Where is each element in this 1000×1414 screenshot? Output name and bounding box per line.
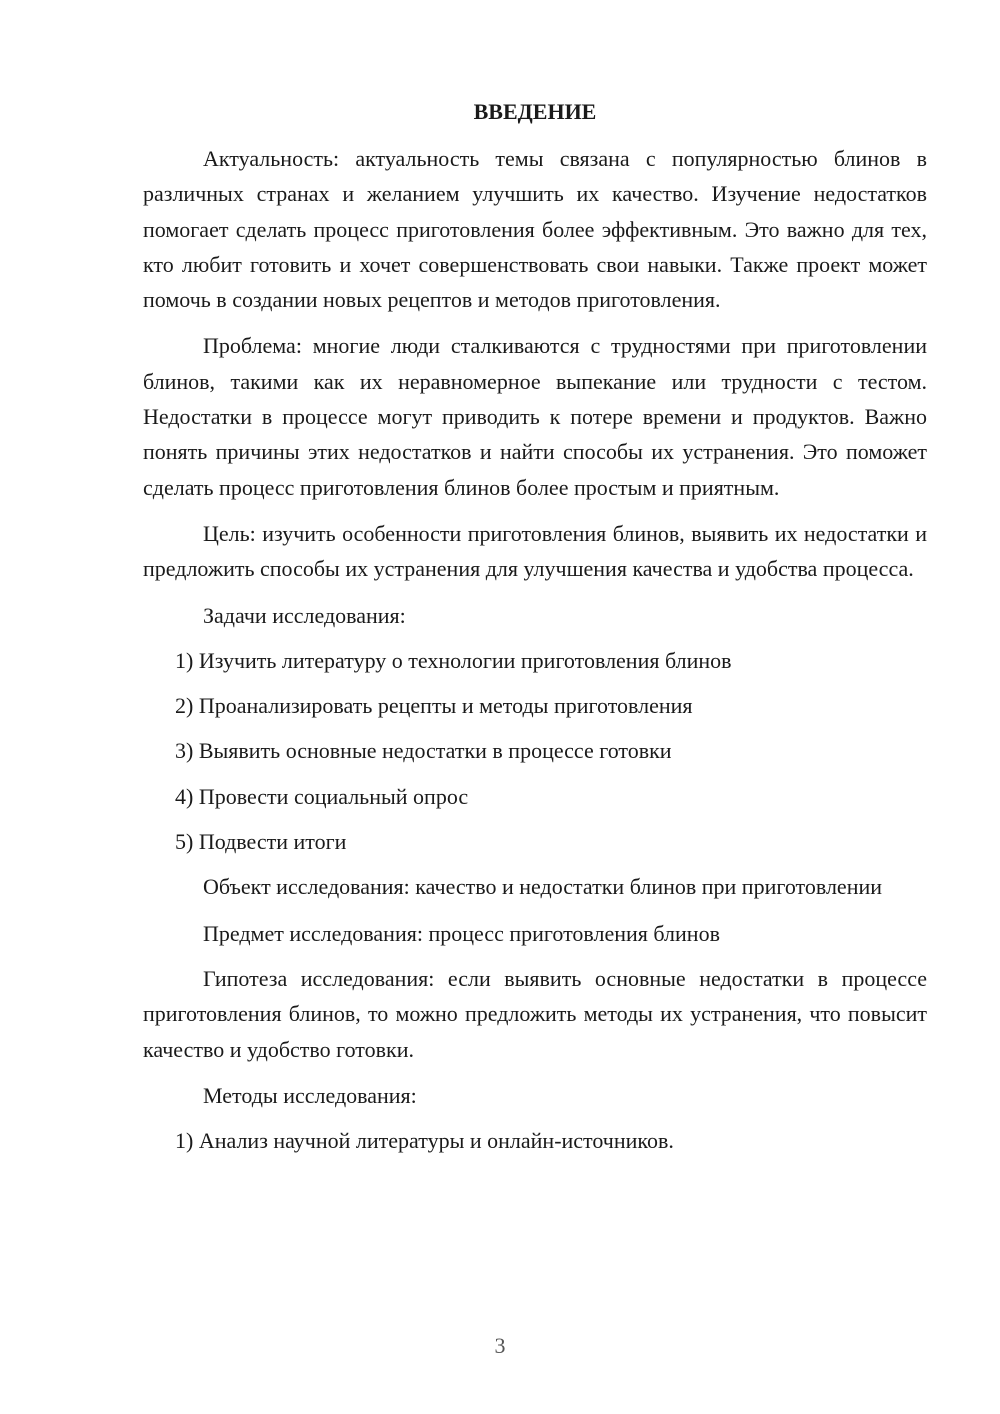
goal-paragraph: Цель: изучить особенности приготовления блинов, выявить их недостатки и предложить способы их устранения для улучшения качества и удобства процесса.: [143, 520, 927, 582]
object-paragraph: Объект исследования: качество и недостатки блинов при приготовлении: [203, 874, 883, 900]
page-number: 3: [494, 1333, 506, 1358]
hypothesis-paragraph: Гипотеза исследования: если выявить основные недостатки в процессе приготовления блинов, то можно предложить методы их устранения, что повысит качество и удобство готовки.: [143, 965, 927, 1062]
method-item-1: 1) Анализ научной литературы и онлайн-источников.: [175, 1128, 674, 1154]
methods-heading: Методы исследования:: [203, 1082, 417, 1108]
tasks-heading: Задачи исследования:: [203, 602, 406, 628]
task-item-5: 5) Подвести итоги: [175, 829, 347, 855]
task-item-3: 3) Выявить основные недостатки в процессе готовки: [175, 738, 672, 764]
task-item-2: 2) Проанализировать рецепты и методы приготовления: [175, 693, 693, 719]
task-item-4: 4) Провести социальный опрос: [175, 783, 469, 809]
page-content: [143, 94, 927, 1168]
problem-paragraph: Проблема: многие люди сталкиваются с трудностями при приготовлении блинов, такими как их неравномерное выпекание или трудности с тестом. Недостатки в процессе могут приводить к потере времени и продуктов. Важно понять причины этих недостатков и найти способы их устранения. Это поможет сделать процесс приготовления блинов более простым и приятным.: [143, 333, 927, 500]
relevance-paragraph: Актуальность: актуальность темы связана с популярностью блинов в различных странах и желанием улучшить их качество. Изучение недостатков помогает сделать процесс приготовления более эффективным. Это важно для тех, кто любит готовить и хочет совершенствовать свои навыки. Также проект может помочь в создании новых рецептов и методов приготовления.: [143, 146, 927, 313]
page-title: ВВЕДЕНИЕ: [473, 99, 597, 124]
subject-paragraph: Предмет исследования: процесс приготовления блинов: [203, 920, 720, 946]
task-item-1: 1) Изучить литературу о технологии приготовления блинов: [175, 647, 732, 673]
